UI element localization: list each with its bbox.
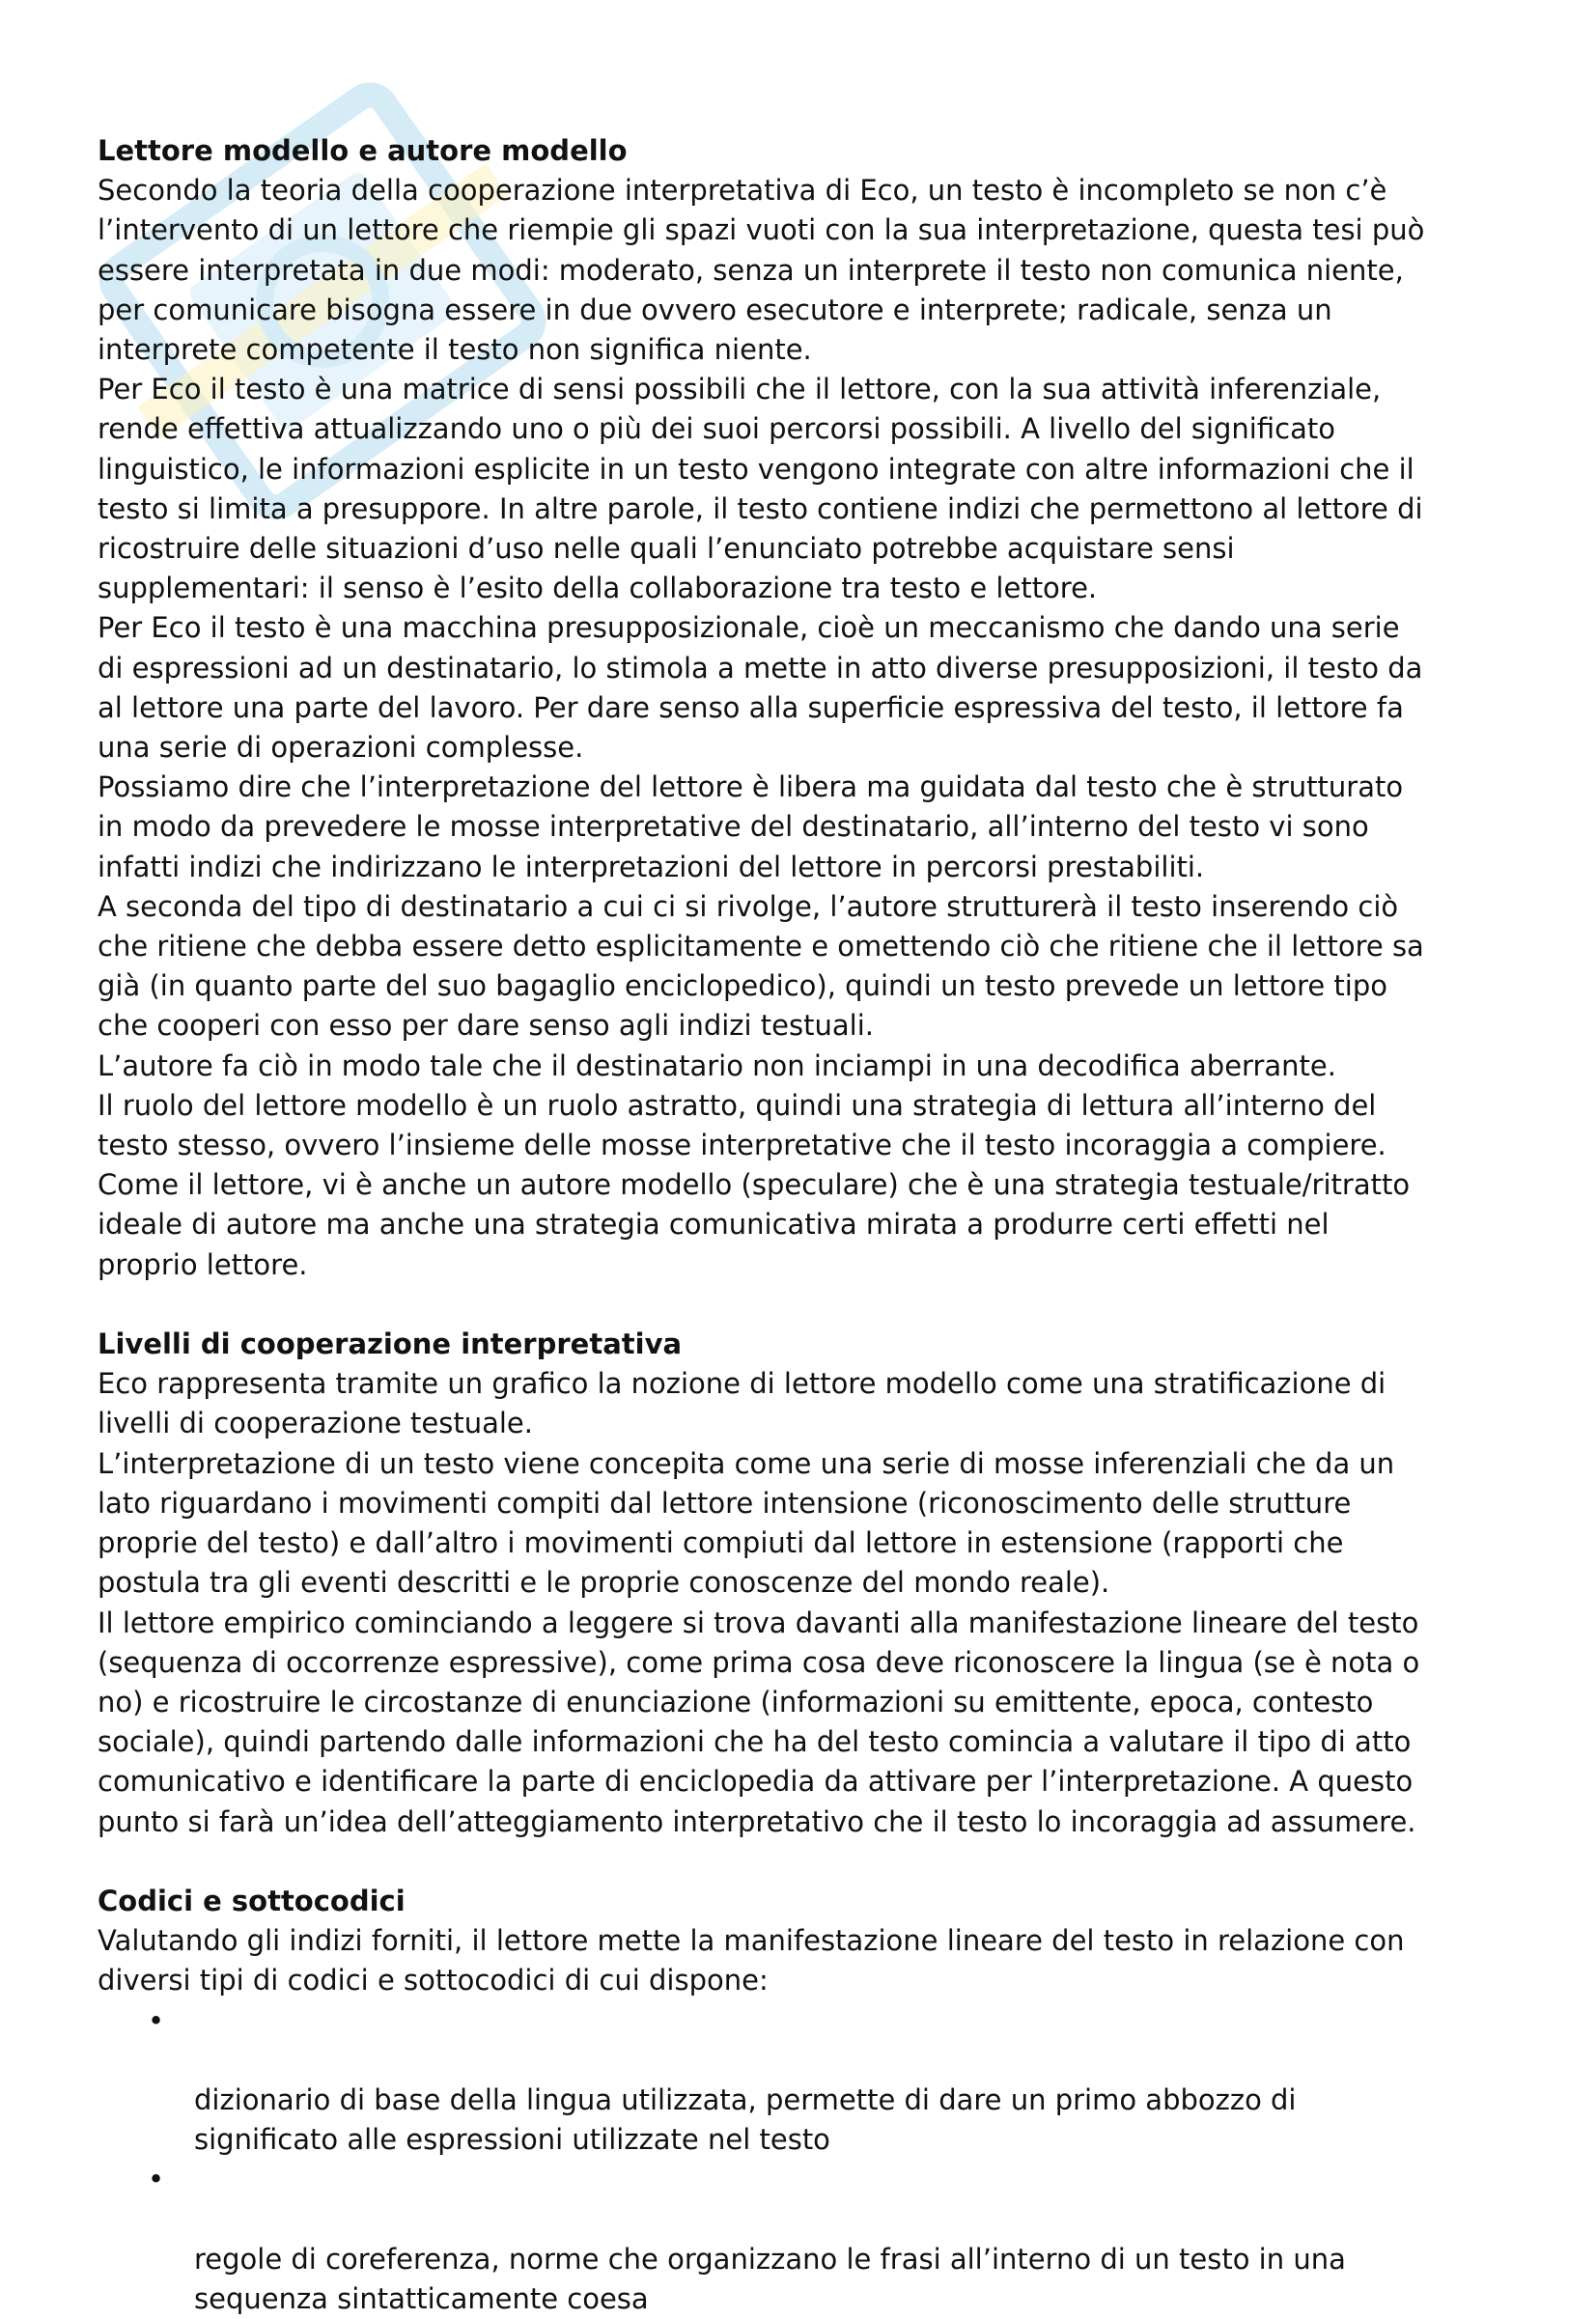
paragraph: L’interpretazione di un testo viene concepita come una serie di mosse inferenziali che da un lato riguardano i movimenti compiti dal lettore intensione (riconoscimento delle strutture proprie del testo) e dall’altro i movimenti compiuti dal lettore in estensione (rapporti che postula tra gli eventi descritti e le proprie conoscenze del mondo reale). bbox=[98, 1446, 1395, 1600]
paragraph: L’autore fa ciò in modo tale che il destinatario non inciampi in una decodifica aberrante. bbox=[98, 1048, 1336, 1082]
section-codici-sottocodici bbox=[98, 1882, 1507, 2319]
bullet-list bbox=[98, 2001, 1507, 2319]
paragraph: Il lettore empirico cominciando a leggere si trova davanti alla manifestazione lineare del testo (sequenza di occorrenze espressive), come prima cosa deve riconoscere la lingua (se è nota o no) e ricostruire le circostanze di enunciazione (informazioni su emittente, epoca, contesto sociale), quindi partendo dalle informazioni che ha del testo comincia a valutare il tipo di atto comunicativo e identificare la parte di enciclopedia da attivare per l’interpretazione. A questo punto si farà un’idea dell’atteggiamento interpretativo che il testo lo incoraggia ad assumere. bbox=[98, 1606, 1420, 1838]
paragraph: Valutando gli indizi forniti, il lettore mette la manifestazione lineare del testo in relazione con diversi tipi di codici e sottocodici di cui dispone: bbox=[98, 1924, 1405, 1998]
paragraph: A seconda del tipo di destinatario a cui ci si rivolge, l’autore strutturerà il testo inserendo ciò che ritiene che debba essere detto esplicitamente e omettendo ciò che ritiene che il lettore sa già (in quanto parte del suo bagaglio enciclopedico), quindi un testo prevede un lettore tipo che cooperi con esso per dare senso agli indizi testuali. bbox=[98, 889, 1424, 1043]
document-body bbox=[98, 131, 1507, 2319]
list-item-text: dizionario di base della lingua utilizzata, permette di dare un primo abbozzo di significato alle espressioni utilizzate nel testo bbox=[194, 2082, 1297, 2157]
list-item bbox=[98, 2001, 1507, 2161]
section-heading: Codici e sottocodici bbox=[98, 1884, 406, 1917]
blank-line bbox=[98, 1842, 1507, 1882]
section-livelli-cooperazione bbox=[98, 1325, 1507, 1842]
bullet-icon: • bbox=[148, 2163, 165, 2196]
paragraph: Per Eco il testo è una matrice di sensi possibili che il lettore, con la sua attività inferenziale, rende effettiva attualizzando uno o più dei suoi percorsi possibili. A livello del significato linguistico, le informazioni esplicite in un testo vengono integrate con altre informazioni che il testo si limita a presuppore. In altre parole, il testo contiene indizi che permettono al lettore di ricostruire delle situazioni d’uso nelle quali l’enunciato potrebbe acquistare sensi supplementari: il senso è l’esito della collaborazione tra testo e lettore. bbox=[98, 373, 1423, 605]
paragraph: Secondo la teoria della cooperazione interpretativa di Eco, un testo è incompleto se non c’è l’intervento di un lettore che riempie gli spazi vuoti con la sua interpretazione, questa tesi può essere interpretata in due modi: moderato, senza un interprete il testo non comunica niente, per comunicare bisogna essere in due ovvero esecutore e interprete; radicale, senza un interprete competente il testo non significa niente. bbox=[98, 174, 1425, 367]
paragraph: Il ruolo del lettore modello è un ruolo astratto, quindi una strategia di lettura all’interno del testo stesso, ovvero l’insieme delle mosse interpretative che il testo incoraggia a compiere. bbox=[98, 1088, 1386, 1162]
section-heading: Livelli di cooperazione interpretativa bbox=[98, 1327, 683, 1361]
paragraph: Eco rappresenta tramite un grafico la nozione di lettore modello come una stratificazione di livelli di cooperazione testuale. bbox=[98, 1367, 1386, 1440]
paragraph: Possiamo dire che l’interpretazione del lettore è libera ma guidata dal testo che è strutturato in modo da prevedere le mosse interpretative del destinatario, all’interno del testo vi sono infatti indizi che indirizzano le interpretazioni del lettore in percorsi prestabiliti. bbox=[98, 770, 1404, 883]
section-lettore-modello bbox=[98, 131, 1507, 1285]
section-heading: Lettore modello e autore modello bbox=[98, 134, 628, 167]
paragraph: Come il lettore, vi è anche un autore modello (speculare) che è una strategia testuale/ritratto ideale di autore ma anche una strategia comunicativa mirata a produrre certi effetti nel proprio lettore. bbox=[98, 1168, 1411, 1281]
blank-line bbox=[98, 1285, 1507, 1325]
paragraph: Per Eco il testo è una macchina presupposizionale, cioè un meccanismo che dando una serie di espressioni ad un destinatario, lo stimola a mette in atto diverse presupposizioni, il testo da al lettore una parte del lavoro. Per dare senso alla superficie espressiva del testo, il lettore fa una serie di operazioni complesse. bbox=[98, 611, 1423, 765]
list-item bbox=[98, 2160, 1507, 2319]
list-item-text: regole di coreferenza, norme che organizzano le frasi all’interno di un testo in una sequenza sintatticamente coesa bbox=[194, 2242, 1346, 2315]
bullet-icon: • bbox=[148, 2003, 165, 2037]
